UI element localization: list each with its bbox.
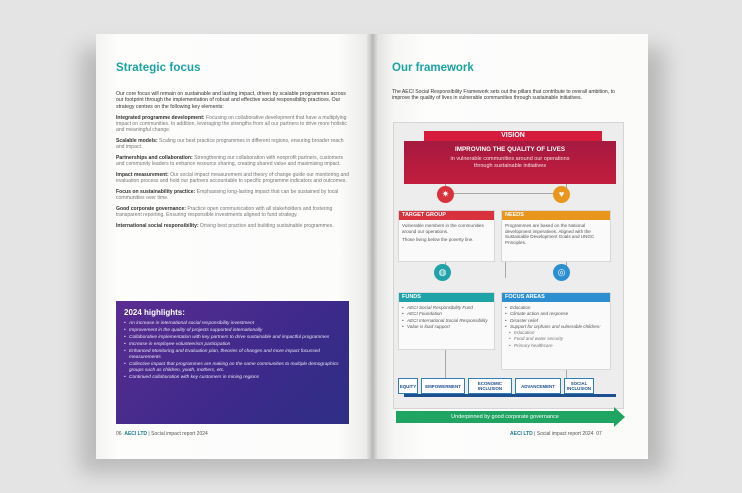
key-element-label: Scalable models: [116,138,158,144]
list-item: • Food and water security [505,336,607,342]
key-element [116,155,352,167]
target-group-text-1: Vulnerable members in the communities around our operations. [402,223,484,234]
book-spine [366,34,378,459]
list-item: • Support for orphans and vulnerable children: [505,324,607,330]
pillar-1: EQUITY [398,378,418,394]
list-item: • AECI Foundation [402,311,491,317]
key-element [116,189,352,201]
heart-hands-icon: ♥ [553,186,570,203]
connector-mid [445,262,567,272]
footer-company: AECI LTD [124,431,148,437]
list-item: • Increase in employee volunteerism participation [124,342,341,348]
highlights-list [124,321,341,381]
governance-arrow: Underpinned by good corporate governance [396,411,614,423]
key-element-text: Driving best practice and building sustainable programmes. [198,222,334,229]
list-item: • Education [505,330,607,336]
key-element-text: Strengthening our collaboration with nonprofit partners, customers and community leaders to enhance resource sharing, creating shared value and maximising impact. [116,154,344,168]
target-group-title: TARGET GROUP [399,211,494,220]
needs-title: NEEDS [502,211,610,220]
highlights-title: 2024 highlights: [124,308,185,317]
framework-section [392,62,630,101]
list-item: • Enhanced Monitoring and Evaluation plan, theories of changes and more impact focussed measurements [124,349,341,361]
footer-company: AECI LTD [510,431,533,437]
target-group-card [398,210,495,262]
target-group-text-2: Those living below the poverty line. [402,237,474,243]
focus-areas-list [505,305,607,348]
vision-headline: IMPROVING THE QUALITY OF LIVES [454,146,566,153]
key-element-text: Practice open communication with all stakeholders and fostering transparent reporting. Ensuring responsible investments aligned to fund strategy. [116,205,333,218]
intro-paragraph: Our core focus will remain on sustainable and lasting impact, driven by scalable programmes across our footprint through the implementation of robust and effective social responsibility practices. Our strategy centres on the following key elements: [116,91,346,110]
right-footer [510,431,602,437]
key-element-label: International social responsibility: [116,222,199,229]
key-element-text: Emphasising long-lasting impact that can be sustained by local communities over time. [116,188,339,201]
connector-center [505,262,506,278]
list-item: • Value is load support [402,324,491,330]
vision-box [404,141,616,184]
vision-line-1: in vulnerable communities around our operations [450,156,570,162]
connector-top [445,184,567,194]
highlights-box [116,301,349,424]
key-element-text: Focusing on collaborative development that have a multiplying impact on communities. In addition, leveraging the strengths from all our partners to drive more holistic and meaningful change. [116,114,347,134]
left-footer [116,431,208,437]
key-element [116,206,352,218]
list-item: • AECI International Social Responsibility [402,318,491,324]
lightbulb-icon: ✷ [437,186,454,203]
funds-title: FUNDS [399,293,494,302]
key-element [116,172,352,184]
pillar-3: ECONOMIC INCLUSION [468,378,512,394]
list-item: • Continued collaboration with key customers in mining regions [124,375,341,381]
key-element-label: Partnerships and collaboration: [116,154,193,161]
needs-card [501,210,611,262]
list-item: • Primary healthcare [505,343,607,349]
key-element-label: Good corporate governance: [116,205,186,212]
key-element-label: Impact measurement: [116,171,169,178]
list-item: • Improvement in the quality of projects supported internationally [124,328,341,334]
list-item: • Education [505,305,607,311]
footer-report: | Social impact report 2024 [147,431,208,437]
focus-areas-title: FOCUS AREAS [502,293,610,302]
globe-hand-icon: ◍ [434,264,451,281]
list-item: • Disaster relief [505,318,607,324]
governance-arrowhead [614,407,625,427]
intro-paragraph: The AECI Social Responsibility Framework sets out the pillars that contribute to overall ambition, to improve the quality of lives in vulnerable communities through sustainable initiatives. [392,89,615,102]
funds-list [402,305,491,330]
focus-areas-card [501,292,611,370]
page-number: 06 [116,431,122,437]
key-element-text: Scaling our best practice programmes in different regions, ensuring broader reach and impact. [116,138,344,151]
vision-line-2: through sustainable initiatives [473,163,547,169]
pillar-5: SOCIAL INCLUSION [564,378,594,394]
needs-text: Programmes are based on the National development imperatives. Aligned with the Sustainable Development Goals and UNGC Principles. [505,223,595,246]
key-element-label: Integrated programme development: [116,114,205,121]
vision-label: VISION [424,131,602,141]
key-element [116,115,352,134]
key-element-label: Focus on sustainability practice: [116,188,196,195]
key-element [116,138,352,150]
pillar-2: EMPOWERMENT [421,378,465,394]
key-element-text: Our social impact measurement and theory of change guide our monitoring and evaluation process and hold our partners accountable to specific programme indicators and outcomes. [116,171,350,185]
key-element [116,223,352,229]
funds-card [398,292,495,350]
list-item: • Collaborative implementation with key partners to drive sustainable and impactful programmes [124,335,341,341]
list-item: • An increase in international social responsibility investment [124,321,341,327]
target-icon: ◎ [553,264,570,281]
list-item: • Collective impact that programmes are making on the same communities to multiple demographics groups such as children, youth, mothers, etc. [124,362,341,374]
footer-report: | Social impact report 2024 [532,431,594,437]
pillars-base [404,394,616,397]
pillar-4: ADVANCEMENT [515,378,561,394]
list-item: • Climate action and response [505,311,607,317]
strategic-focus-section [116,62,352,233]
page-title: Our framework [392,62,474,74]
page-title: Strategic focus [116,62,201,74]
page-number: 07 [596,431,602,437]
list-item: • AECI Social Responsibility Fund [402,305,491,311]
